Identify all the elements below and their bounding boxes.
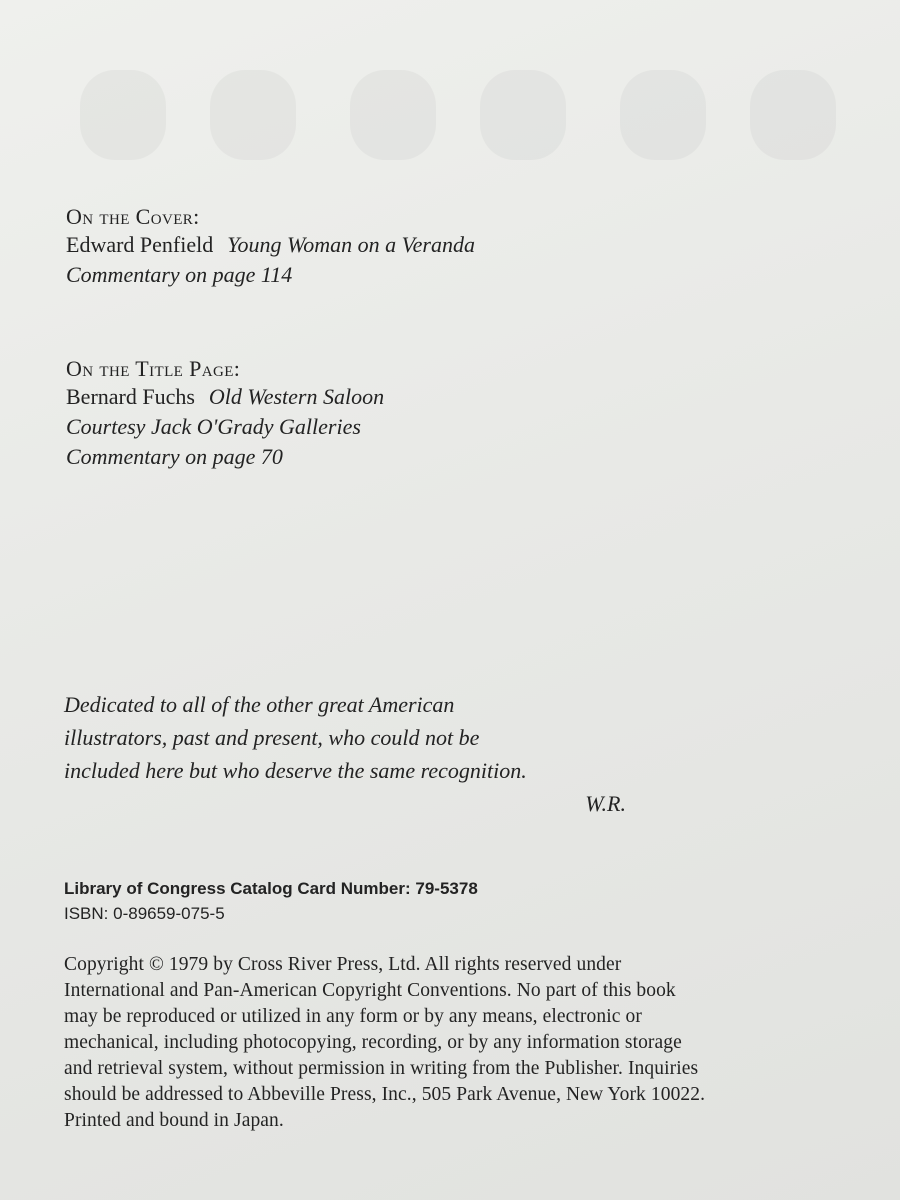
copyright-line: International and Pan-American Copyright Conventions. No part of this book xyxy=(64,980,676,1001)
title-page-credit xyxy=(66,356,384,472)
catalog-info xyxy=(64,876,478,926)
copyright-line: mechanical, including photocopying, recording, or by any information storage xyxy=(64,1032,682,1053)
isbn: ISBN: 0-89659-075-5 xyxy=(64,904,225,923)
copyright-line: Copyright © 1979 by Cross River Press, Ltd. All rights reserved under xyxy=(64,954,622,975)
cover-heading: On the Cover: xyxy=(66,204,200,229)
copyright-line: Printed and bound in Japan. xyxy=(64,1110,284,1131)
title-page-artist-line xyxy=(66,382,384,412)
show-through-lettering xyxy=(60,60,880,170)
dedication xyxy=(64,688,634,820)
cover-commentary: Commentary on page 114 xyxy=(66,262,293,287)
cover-artist: Edward Penfield xyxy=(66,232,214,257)
copyright-notice xyxy=(64,952,854,1134)
dedication-line: illustrators, past and present, who could not be xyxy=(64,725,480,750)
title-page-artwork-title: Old Western Saloon xyxy=(208,384,385,409)
copyright-line: and retrieval system, without permission in writing from the Publisher. Inquiries xyxy=(64,1058,699,1079)
title-page-commentary: Commentary on page 70 xyxy=(66,444,283,469)
title-page-courtesy: Courtesy Jack O'Grady Galleries xyxy=(66,414,361,439)
lccn: Library of Congress Catalog Card Number: 79-5378 xyxy=(64,879,478,898)
dedication-line: Dedicated to all of the other great American xyxy=(64,692,455,717)
cover-artwork-title: Young Woman on a Veranda xyxy=(227,232,475,257)
dedication-signature: W.R. xyxy=(585,791,626,816)
dedication-line: included here but who deserve the same recognition. xyxy=(64,758,527,783)
copyright-line: may be reproduced or utilized in any form or by any means, electronic or xyxy=(64,1006,642,1027)
title-page-artist: Bernard Fuchs xyxy=(66,384,195,409)
copyright-line: should be addressed to Abbeville Press, Inc., 505 Park Avenue, New York 10022. xyxy=(64,1084,706,1105)
cover-credit xyxy=(66,204,475,290)
cover-artist-line xyxy=(66,230,475,260)
title-page-heading: On the Title Page: xyxy=(66,356,241,381)
